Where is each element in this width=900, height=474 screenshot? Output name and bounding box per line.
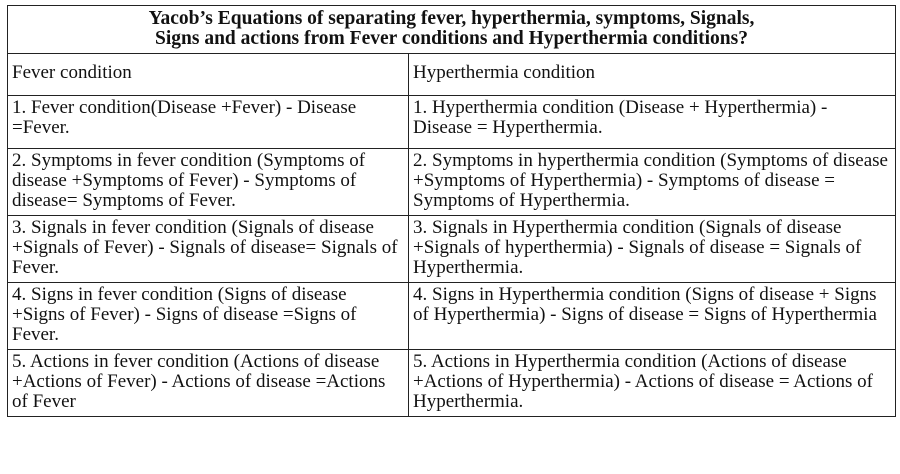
fever-cell: 3. Signals in fever condition (Signals of disease +Signals of Fever) - Signals of disease= Signals of Fever. xyxy=(8,216,409,283)
hyperthermia-cell: 4. Signs in Hyperthermia condition (Signs of disease + Signs of Hyperthermia) - Signs of disease = Signs of Hyperthermia xyxy=(409,283,896,350)
table-row xyxy=(8,149,896,216)
fever-cell: 1. Fever condition(Disease +Fever) - Disease =Fever. xyxy=(8,96,409,149)
table-row xyxy=(8,283,896,350)
column-header-hyperthermia: Hyperthermia condition xyxy=(409,54,896,96)
hyperthermia-cell: 5. Actions in Hyperthermia condition (Actions of disease +Actions of Hyperthermia) - Actions of disease = Actions of Hyperthermia. xyxy=(409,350,896,417)
table-title xyxy=(8,6,896,54)
hyperthermia-cell: 2. Symptoms in hyperthermia condition (Symptoms of disease +Symptoms of Hyperthermia) - Symptoms of disease = Symptoms of Hyperthermia. xyxy=(409,149,896,216)
hyperthermia-cell: 3. Signals in Hyperthermia condition (Signals of disease +Signals of hyperthermia) - Signals of disease = Signals of Hyperthermia. xyxy=(409,216,896,283)
table-row xyxy=(8,216,896,283)
column-header-fever: Fever condition xyxy=(8,54,409,96)
table-row xyxy=(8,96,896,149)
fever-cell: 4. Signs in fever condition (Signs of disease +Signs of Fever) - Signs of disease =Signs of Fever. xyxy=(8,283,409,350)
fever-cell: 5. Actions in fever condition (Actions of disease +Actions of Fever) - Actions of disease =Actions of Fever xyxy=(8,350,409,417)
header-row xyxy=(8,54,896,96)
table-title-line-2: Signs and actions from Fever conditions and Hyperthermia conditions? xyxy=(155,28,748,49)
fever-cell: 2. Symptoms in fever condition (Symptoms of disease +Symptoms of Fever) - Symptoms of disease= Symptoms of Fever. xyxy=(8,149,409,216)
hyperthermia-cell: 1. Hyperthermia condition (Disease + Hyperthermia) - Disease = Hyperthermia. xyxy=(409,96,896,149)
table-title-line-1: Yacob’s Equations of separating fever, hyperthermia, symptoms, Signals, xyxy=(148,8,755,29)
title-row xyxy=(8,6,896,54)
table-row xyxy=(8,350,896,417)
equations-table xyxy=(7,5,896,417)
